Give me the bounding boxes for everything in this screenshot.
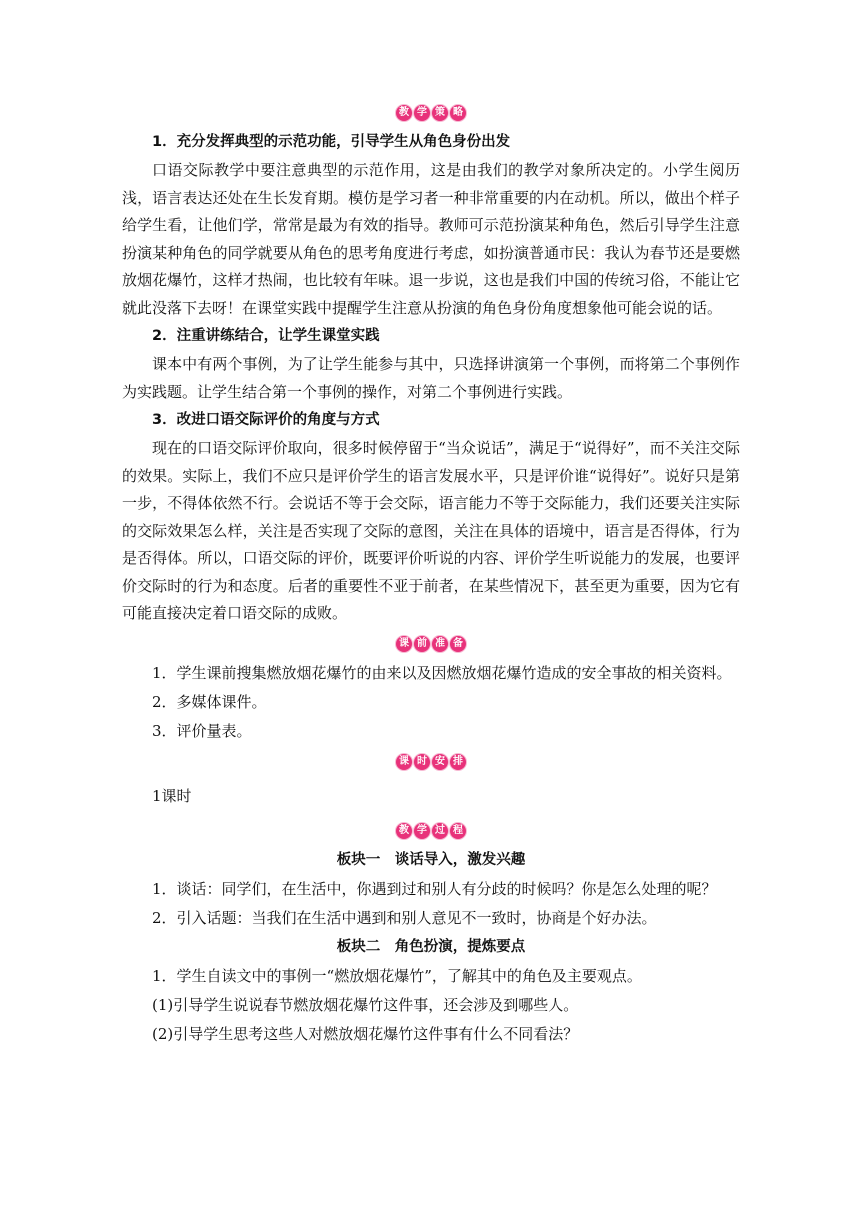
strategy-paragraph-1: 口语交际教学中要注意典型的示范作用，这是由我们的教学对象所决定的。小学生阅历浅，语言表达还处在生长发育期。模仿是学习者一种非常重要的内在动机。所以，做出个样子给学生看，让他们学，常常是最为有效的指导。教师可示范扮演某种角色，然后引导学生注意扮演某种角色的同学就要从角色的思考角度进行考虑，如扮演普通市民：我认为春节还是要燃放烟花爆竹，这样才热闹，也比较有年味。退一步说，这也是我们中国的传统习俗，不能让它就此没落下去呀！在课堂实践中提醒学生注意从扮演的角色身份角度想象他可能会说的话。: [122, 161, 740, 317]
process-block2-item-2: (1)引导学生说说春节燃放烟花爆竹这件事，还会涉及到哪些人。: [152, 995, 579, 1014]
section-badge-preparation: [122, 632, 740, 656]
badge-char: 程: [450, 823, 466, 839]
section-badge-schedule: [122, 750, 740, 774]
badge-char: 教: [396, 823, 412, 839]
badge-char: 学: [414, 105, 430, 121]
preparation-item-1: 1．学生课前搜集燃放烟花爆竹的由来以及因燃放烟花爆竹造成的安全事故的相关资料。: [152, 663, 732, 682]
badge-char: 时: [414, 754, 430, 770]
strategy-heading-1: 1．充分发挥典型的示范功能，引导学生从角色身份出发: [152, 134, 511, 150]
strategy-heading-2: 2．注重讲练结合，让学生课堂实践: [152, 328, 380, 344]
process-block1-item-1: 1．谈话：同学们，在生活中，你遇到过和别人有分歧的时候吗？你是怎么处理的呢？: [152, 879, 717, 898]
badge-char: 备: [450, 636, 466, 652]
badge-char: 课: [396, 754, 412, 770]
schedule-text: 1课时: [152, 786, 192, 805]
strategy-paragraph-2: 课本中有两个事例，为了让学生能参与其中，只选择讲演第一个事例，而将第二个事例作为实践题。让学生结合第一个事例的操作，对第二个事例进行实践。: [122, 355, 740, 401]
badge-char: 排: [450, 754, 466, 770]
badge-char: 前: [414, 636, 430, 652]
process-block2-item-1: 1．学生自读文中的事例一“燃放烟花爆竹”，了解其中的角色及主要观点。: [152, 966, 642, 985]
badge-char: 过: [432, 823, 448, 839]
badge-char: 学: [414, 823, 430, 839]
process-block2-title: 板块二 角色扮演，提炼要点: [336, 938, 526, 955]
badge-char: 教: [396, 105, 412, 121]
badge-char: 略: [450, 105, 466, 121]
document-content: [122, 101, 740, 1049]
badge-char: 安: [432, 754, 448, 770]
preparation-item-2: 2．多媒体课件。: [152, 692, 267, 711]
badge-char: 准: [432, 636, 448, 652]
badge-char: 策: [432, 105, 448, 121]
badge-char: 课: [396, 636, 412, 652]
strategy-heading-3: 3．改进口语交际评价的角度与方式: [152, 412, 380, 428]
preparation-item-3: 3．评价量表。: [152, 721, 252, 740]
section-badge-strategy: [122, 101, 740, 125]
section-badge-process: [122, 819, 740, 843]
process-block1-title: 板块一 谈话导入，激发兴趣: [336, 851, 526, 868]
process-block1-item-2: 2．引入话题：当我们在生活中遇到和别人意见不一致时，协商是个好办法。: [152, 908, 657, 927]
process-block2-item-3: (2)引导学生思考这些人对燃放烟花爆竹这件事有什么不同看法？: [152, 1024, 579, 1043]
strategy-paragraph-3: 现在的口语交际评价取向，很多时候停留于“当众说话”，满足于“说得好”，而不关注交际的效果。实际上，我们不应只是评价学生的语言发展水平，只是评价谁“说得好”。说好只是第一步，不得体依然不行。会说话不等于会交际，语言能力不等于交际能力，我们还要关注实际的交际效果怎么样，关注是否实现了交际的意图，关注在具体的语境中，语言是否得体，行为是否得体。所以，口语交际的评价，既要评价听说的内容、评价学生听说能力的发展，也要评价交际时的行为和态度。后者的重要性不亚于前者，在某些情况下，甚至更为重要，因为它有可能直接决定着口语交际的成败。: [122, 439, 740, 622]
